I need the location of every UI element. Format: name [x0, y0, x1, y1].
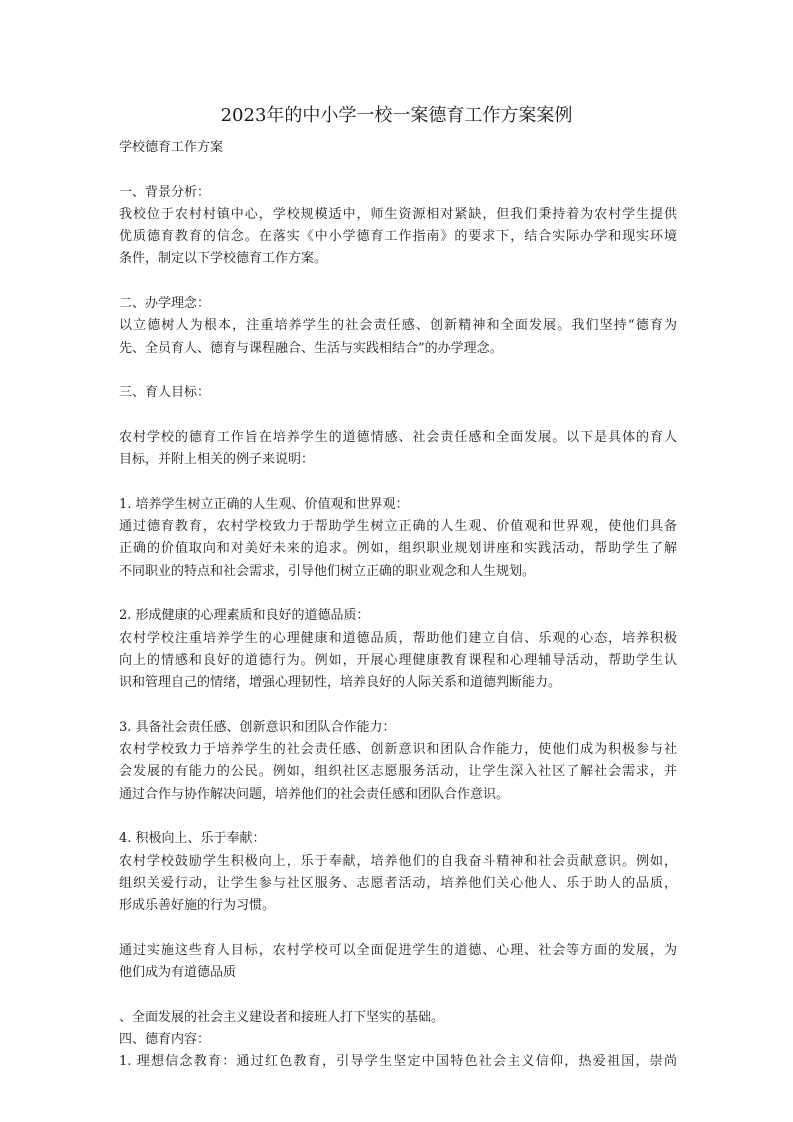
- section-heading-content: 四、德育内容：: [119, 1031, 211, 1047]
- goal-heading-3: 3. 具备社会责任感、创新意识和团队合作能力：: [119, 719, 396, 735]
- paragraph-line: 正确的价值取向和对美好未来的追求。例如，组织职业规划讲座和实践活动，帮助学生了解: [119, 541, 677, 557]
- document-subtitle: 学校德育工作方案: [119, 140, 224, 155]
- paragraph-line: 农村学校致力于培养学生的社会责任感、创新意识和团队合作能力，使他们成为积极参与社: [119, 742, 677, 758]
- paragraph-line: 农村学校注重培养学生的心理健康和道德品质，帮助他们建立自信、乐观的心态，培养积极: [119, 630, 677, 646]
- document-title: 2023年的中小学一校一案德育工作方案案例: [220, 105, 573, 126]
- paragraph-line: 识和管理自己的情绪，增强心理韧性，培养良好的人际关系和道德判断能力。: [119, 675, 562, 691]
- blank-line: [119, 917, 677, 939]
- blank-line: [119, 694, 677, 716]
- blank-line: [119, 583, 677, 605]
- blank-line: [119, 360, 677, 382]
- paragraph-line: 通过实施这些育人目标，农村学校可以全面促进学生的道德、心理、社会等方面的发展，为: [119, 942, 677, 958]
- paragraph-line: 通过德育教育，农村学校致力于帮助学生树立正确的人生观、价值观和世界观，使他们具备: [119, 519, 677, 535]
- paragraph-line: 、全面发展的社会主义建设者和接班人打下坚实的基础。: [119, 1009, 445, 1025]
- paragraph-line: 向上的情感和良好的道德行为。例如，开展心理健康教育课程和心理辅导活动，帮助学生认: [119, 652, 677, 668]
- goal-heading-2: 2. 形成健康的心理素质和良好的道德品质：: [119, 608, 370, 624]
- paragraph-line: 农村学校鼓励学生积极向上，乐于奉献，培养他们的自我奋斗精神和社会贡献意识。例如，: [119, 853, 677, 869]
- paragraph-line: 通过合作与协作解决问题，培养他们的社会责任感和团队合作意识。: [119, 786, 510, 802]
- section-heading-philosophy: 二、办学理念：: [119, 296, 211, 312]
- paragraph-line: 不同职业的特点和社会需求，引导他们树立正确的职业观念和人生规划。: [119, 563, 536, 579]
- paragraph-line: 形成乐善好施的行为习惯。: [119, 898, 276, 914]
- paragraph-line: 组织关爱行动，让学生参与社区服务、志愿者活动，培养他们关心他人、乐于助人的品质，: [119, 875, 677, 891]
- blank-line: [119, 271, 677, 293]
- goal-heading-4: 4. 积极向上、乐于奉献：: [119, 831, 266, 847]
- paragraph-line: 以立德树人为根本，注重培养学生的社会责任感、创新精神和全面发展。我们坚持“德育为: [119, 318, 677, 334]
- blank-line: [119, 471, 677, 493]
- blank-line: [119, 984, 677, 1006]
- paragraph-line: 农村学校的德育工作旨在培养学生的道德情感、社会责任感和全面发展。以下是具体的育人: [119, 429, 677, 445]
- paragraph-line: 我校位于农村村镇中心，学校规模适中，师生资源相对紧缺，但我们秉持着为农村学生提供: [119, 206, 677, 222]
- paragraph-line: 条件，制定以下学校德育工作方案。: [119, 251, 328, 267]
- blank-line: [119, 405, 677, 427]
- section-heading-goals: 三、育人目标：: [119, 385, 211, 401]
- paragraph-line: 优质德育教育的信念。在落实《中小学德育工作指南》的要求下，结合实际办学和现实环境: [119, 229, 677, 245]
- paragraph-line: 先、全员育人、德育与课程融合、生活与实践相结合”的办学理念。: [119, 340, 503, 356]
- goal-heading-1: 1. 培养学生树立正确的人生观、价值观和世界观：: [119, 496, 409, 512]
- paragraph-line: 他们成为有道德品质: [119, 964, 237, 980]
- paragraph-line: 会发展的有能力的公民。例如，组织社区志愿服务活动，让学生深入社区了解社会需求，并: [119, 764, 677, 780]
- blank-line: [119, 806, 677, 828]
- paragraph-line: 目标，并附上相关的例子来说明：: [119, 452, 315, 468]
- section-heading-background: 一、背景分析：: [119, 184, 211, 200]
- document-body: [119, 137, 677, 1073]
- blank-line: [119, 159, 677, 181]
- paragraph-line: 1. 理想信念教育：通过红色教育，引导学生坚定中国特色社会主义信仰，热爱祖国，崇尚: [119, 1054, 677, 1070]
